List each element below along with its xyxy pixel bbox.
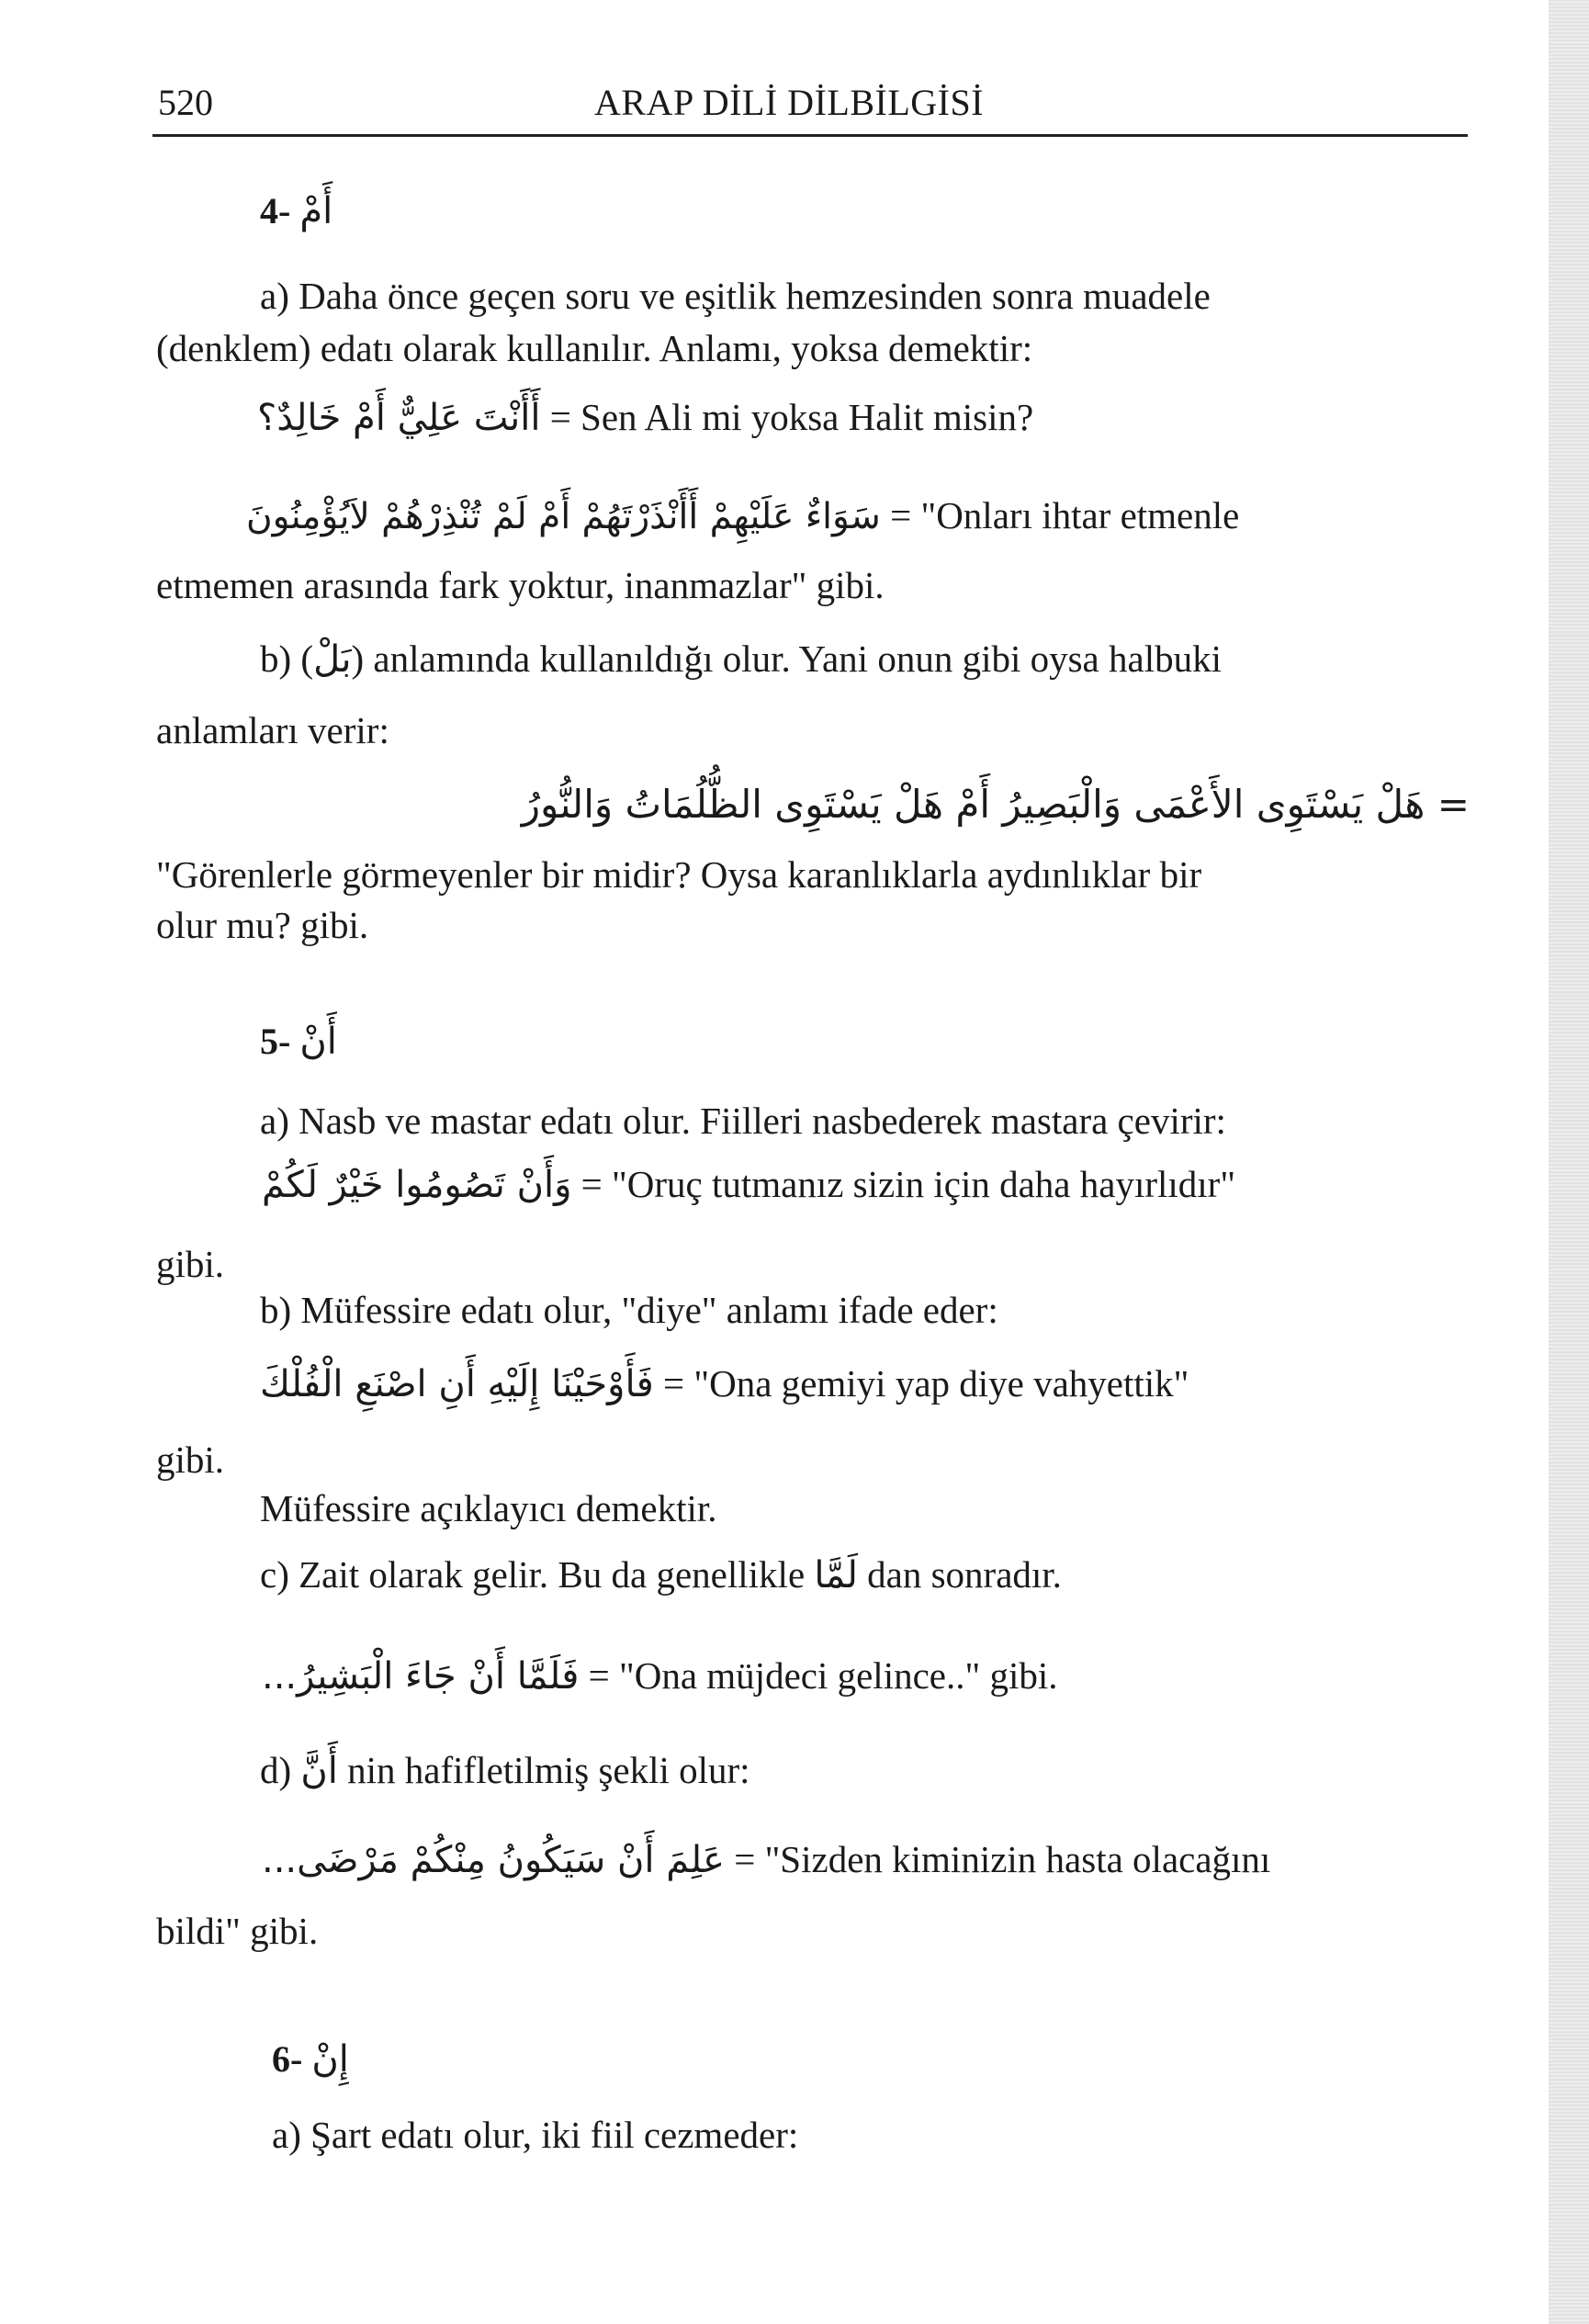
s5-b-note: Müfessire açıklayıcı demektir. <box>260 1487 717 1529</box>
s4-example-3-arabic: = هَلْ يَسْتَوِى الأَعْمَى وَالْبَصِيرُ أَمْ هَلْ يَسْتَوِى الظُّلُمَاتُ وَالنُّورُ <box>521 782 1470 827</box>
s5-a-gibi: gibi. <box>156 1243 225 1285</box>
s4-example-3-line2: olur mu? gibi. <box>156 904 369 946</box>
translation: = "Ona gemiyi yap diye vahyettik" <box>663 1362 1189 1405</box>
page-number: 520 <box>158 82 213 123</box>
text: dan sonradır. <box>867 1553 1062 1596</box>
section-4-heading <box>260 189 332 232</box>
section-number: 5- <box>260 1021 291 1062</box>
arabic-example: فَأَوْحَيْنَا إِلَيْهِ أَنِ اصْنَعِ الْفُلْكَ <box>260 1363 654 1405</box>
s5-b-gibi: gibi. <box>156 1438 225 1481</box>
s5-a-line: a) Nasb ve mastar edatı olur. Fiilleri nasbederek mastara çevirir: <box>260 1100 1226 1142</box>
arabic-example: أَأَنْتَ عَلِيٌّ أَمْ خَالِدٌ؟ <box>257 397 541 439</box>
section-number: 4- <box>260 190 291 231</box>
translation: = "Ona müjdeci gelince.." gibi. <box>588 1654 1058 1697</box>
section-arabic-term: أَمْ <box>299 190 333 232</box>
arabic-example: فَلَمَّا أَنْ جَاءَ الْبَشِيرُ... <box>262 1655 580 1698</box>
translation: = "Onları ihtar etmenle <box>890 494 1240 536</box>
s5-a-example <box>262 1162 1235 1207</box>
s4-example-1 <box>257 395 1033 440</box>
arabic-term: بَلْ <box>313 638 352 681</box>
section-6-heading <box>272 2037 349 2081</box>
arabic-example: وَأَنْ تَصُومُوا خَيْرٌ لَكُمْ <box>262 1164 572 1206</box>
s4-a-line1: a) Daha önce geçen soru ve eşitlik hemzesinden sonra muadele <box>260 275 1211 317</box>
translation: = "Oruç tutmanız sizin için daha hayırlıdır" <box>580 1163 1236 1205</box>
s5-d-cont: bildi" gibi. <box>156 1910 319 1952</box>
page-header <box>158 81 1469 136</box>
s5-c-line <box>260 1552 1062 1597</box>
text: d) <box>260 1749 292 1791</box>
text: b) ( <box>260 637 314 680</box>
section-5-heading <box>260 1020 337 1063</box>
translation: = Sen Ali mi yoksa Halit misin? <box>549 396 1034 438</box>
s5-b-example <box>260 1361 1189 1406</box>
s4-a-line2: (denklem) edatı olarak kullanılır. Anlamı, yoksa demektir: <box>156 327 1033 369</box>
arabic-term: لَمَّا <box>814 1554 858 1596</box>
text: nin hafifletilmiş şekli olur: <box>347 1749 750 1791</box>
s5-b-line: b) Müfessire edatı olur, "diye" anlamı ifade eder: <box>260 1289 998 1331</box>
s4-b-line2: anlamları verir: <box>156 709 389 751</box>
s6-a-line: a) Şart edatı olur, iki fiil cezmeder: <box>272 2114 799 2156</box>
arabic-term: أَنَّ <box>300 1750 338 1792</box>
arabic-example: عَلِمَ أَنْ سَيَكُونُ مِنْكُمْ مَرْضَى... <box>262 1839 725 1881</box>
section-number: 6- <box>272 2038 303 2080</box>
running-title: ARAP DİLİ DİLBİLGİSİ <box>594 82 985 123</box>
arabic-example: سَوَاءٌ عَلَيْهِمْ أَأَنْذَرْتَهُمْ أَمْ لَمْ تُنْذِرْهُمْ لاَيُؤْمِنُونَ <box>246 496 881 537</box>
text: c) Zait olarak gelir. Bu da genellikle <box>260 1553 806 1596</box>
s4-example-2 <box>246 493 1239 539</box>
section-arabic-term: أَنْ <box>299 1021 337 1063</box>
s4-example-2-cont: etmemen arasında fark yoktur, inanmazlar" gibi. <box>156 564 885 606</box>
s5-c-example <box>262 1653 1058 1698</box>
s4-b-line1 <box>260 637 1222 682</box>
page-edge-texture <box>1549 0 1589 2324</box>
header-rule <box>152 134 1468 137</box>
s5-d-line <box>260 1748 750 1793</box>
s4-example-3-line1: "Görenlerle görmeyenler bir midir? Oysa karanlıklarla aydınlıklar bir <box>156 853 1202 896</box>
s5-d-example <box>262 1837 1270 1882</box>
text: ) anlamında kullanıldığı olur. Yani onun gibi oysa halbuki <box>351 637 1222 680</box>
section-arabic-term: إِنْ <box>311 2038 349 2081</box>
translation: = "Sizden kiminizin hasta olacağını <box>734 1838 1271 1880</box>
